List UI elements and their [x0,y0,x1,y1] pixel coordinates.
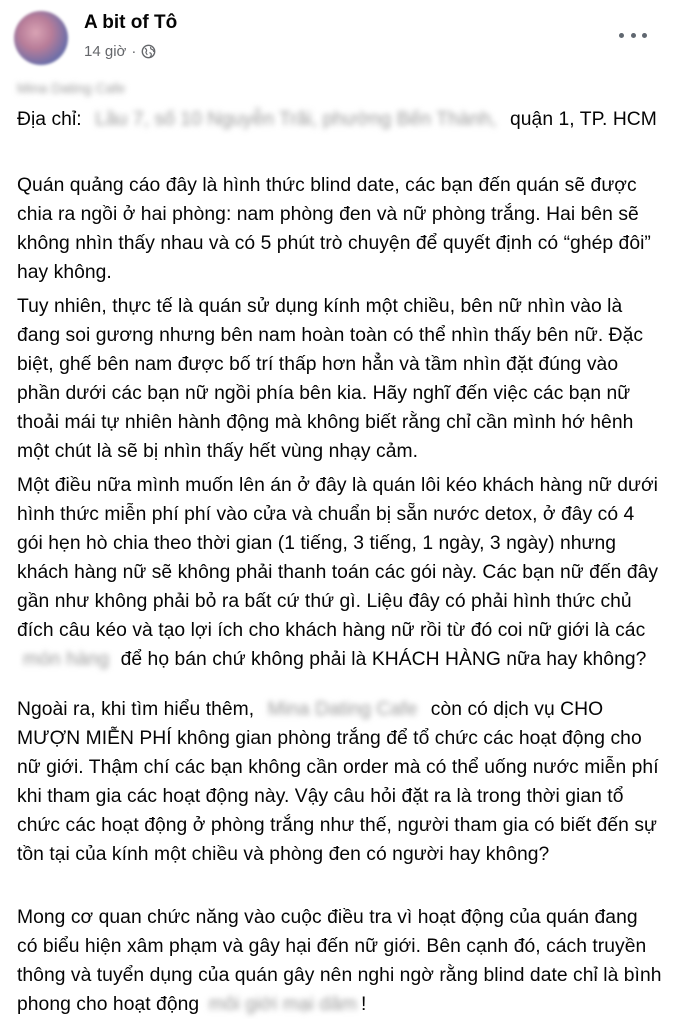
more-options-icon[interactable] [619,28,647,42]
blurred-venue-name: Mina Dating Cafe [267,699,418,720]
post-meta [84,43,156,60]
paragraph-3-text-b: để họ bán chứ không phải là KHÁCH HÀNG nữa hay không? [120,649,647,670]
paragraph-4-text-b: còn có dịch vụ CHO MƯỢN MIỄN PHÍ không gian phòng trắng để tổ chức các hoạt động cho nữ giới. Thậm chí các bạn không cần order mà có thể uống nước miễn phí khi tham gia các hoạt động này. Vậy câu hỏi đặt ra là trong thời gian tổ chức các hoạt động ở phòng trắng như thế, người tham gia có biết đến sự tồn tại của kính một chiều và phòng đen có người hay không? [17,699,659,865]
paragraph-2: Tuy nhiên, thực tế là quán sử dụng kính một chiều, bên nữ nhìn vào là đang soi gương nhưng bên nam hoàn toàn có thể nhìn thấy bên nữ. Đặc biệt, ghế bên nam được bố trí thấp hơn hẳn và tầm nhìn đặt đúng vào phần dưới các bạn nữ ngồi phía bên kia. Hãy nghĩ đến việc các bạn nữ thoải mái tự nhiên hành động mà không biết rằng chỉ cần mình hớ hênh một chút là sẽ bị nhìn thấy hết vùng nhạy cảm. [17,296,644,462]
paragraph-5-text-a: Mong cơ quan chức năng vào cuộc điều tra vì hoạt động của quán đang có biểu hiện xâm phạm và gây hại đến nữ giới. Bên cạnh đó, cách truyền thông và tuyển dụng của quán gây nên nghi ngờ rằng blind date chỉ là bình phong cho hoạt động [17,907,662,1015]
blurred-venue-name: Mina Dating Cafe [17,80,126,96]
blurred-term: môi giới mại dâm [208,994,358,1015]
author-name[interactable]: A bit of Tô [84,12,178,33]
paragraph-5 [17,903,662,1019]
paragraph-1: Quán quảng cáo đây là hình thức blind date, các bạn đến quán sẽ được chia ra ngồi ở hai phòng: nam phòng đen và nữ phòng trắng. Hai bên sẽ không nhìn thấy nhau và có 5 phút trò chuyện để quyết định có “ghép đôi” hay không. [17,175,651,283]
dot-icon [631,33,636,38]
avatar[interactable] [14,11,68,65]
dot-icon [619,33,624,38]
address-paragraph [17,105,662,134]
post-header [0,0,679,80]
paragraph-4 [17,695,662,869]
paragraph-5-text-b: ! [361,994,367,1015]
blurred-address: Lầu 7, số 10 Nguyễn Trãi, phường Bến Thành, [95,109,497,130]
dot-icon [642,33,647,38]
blurred-term: món hàng [23,649,110,670]
meta-separator: · [131,43,137,60]
post-time[interactable]: 14 giờ [84,43,127,60]
paragraph-4-text-a: Ngoài ra, khi tìm hiểu thêm, [17,699,255,720]
paragraph-3-text-a: Một điều nữa mình muốn lên án ở đây là quán lôi kéo khách hàng nữ dưới hình thức miễn phí phí vào cửa và chuẩn bị sẵn nước detox, ở đây có 4 gói hẹn hò chia theo thời gian (1 tiếng, 3 tiếng, 1 ngày, 3 ngày) nhưng khách hàng nữ sẽ không phải thanh toán các gói này. Các bạn nữ đến đây gần như không phải bỏ ra bất cứ thứ gì. Liệu đây có phải hình thức chủ đích câu kéo và tạo lợi ích cho khách hàng nữ rồi từ đó coi nữ giới là các [17,475,659,641]
globe-icon[interactable] [141,44,156,59]
paragraph-3 [17,471,662,674]
address-label: Địa chỉ: [17,109,82,130]
address-rest: quận 1, TP. HCM [510,109,657,130]
